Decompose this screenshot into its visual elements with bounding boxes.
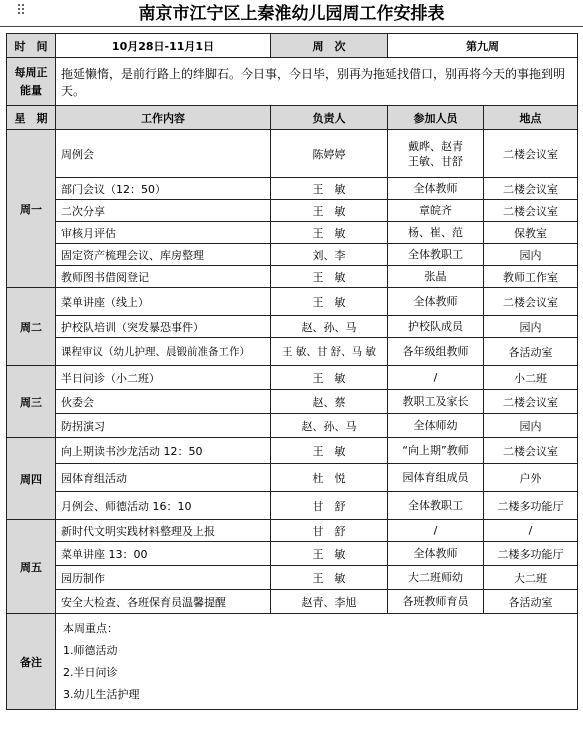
task-place: 小二班 [484, 366, 578, 390]
week-label: 周 次 [271, 34, 388, 58]
page-title: 南京市江宁区上秦淮幼儿园周工作安排表 [138, 4, 445, 24]
notes-label: 备注 [7, 614, 56, 710]
participant-line: 全体教师 [413, 295, 458, 308]
note-line: 1.师德活动 [63, 643, 118, 657]
task-owner: 王 敏 [271, 288, 388, 316]
task-participants [388, 244, 484, 266]
task-place: 园内 [484, 316, 578, 338]
participant-line: 全体教职工 [408, 499, 463, 512]
table-row [7, 492, 578, 520]
task-content: 部门会议（12：50） [56, 178, 271, 200]
task-participants [388, 178, 484, 200]
table-row [7, 178, 578, 200]
title-divider [0, 26, 583, 27]
table-row [7, 366, 578, 390]
task-place: 二楼会议室 [484, 438, 578, 464]
participant-line: 全体教师 [413, 182, 458, 195]
task-participants [388, 366, 484, 390]
day-cell: 周五 [7, 520, 56, 614]
table-row [7, 520, 578, 542]
col-owner: 负责人 [271, 106, 388, 130]
day-cell: 周四 [7, 438, 56, 520]
participant-line: 园体育组成员 [402, 471, 469, 484]
task-owner: 王 敏、甘 舒、马 敏 [271, 338, 388, 366]
week-value: 第九周 [388, 34, 578, 58]
participant-line: / [433, 524, 438, 537]
notes-content [56, 614, 578, 710]
task-participants [388, 542, 484, 566]
task-participants [388, 492, 484, 520]
day-cell: 周一 [7, 130, 56, 288]
task-place: 二楼会议室 [484, 390, 578, 414]
participant-line: 护校队成员 [408, 320, 463, 333]
task-place: / [484, 520, 578, 542]
column-header-row [7, 106, 578, 130]
task-owner: 甘 舒 [271, 520, 388, 542]
task-content: 审核月评估 [56, 222, 271, 244]
table-row [7, 130, 578, 178]
participant-line: 全体教师 [413, 547, 458, 560]
task-owner: 甘 舒 [271, 492, 388, 520]
table-row [7, 316, 578, 338]
task-participants [388, 438, 484, 464]
motto-text: 拖延懒惰，是前行路上的绊脚石。今日事，今日毕，别再为拖延找借口，别再将今天的事拖到明天。 [56, 58, 578, 106]
table-row [7, 288, 578, 316]
task-owner: 王 敏 [271, 566, 388, 590]
task-participants [388, 566, 484, 590]
participant-line: 大二班师幼 [408, 571, 463, 584]
task-place: 教师工作室 [484, 266, 578, 288]
note-line: 3.幼儿生活护理 [63, 687, 140, 701]
task-place: 二楼会议室 [484, 130, 578, 178]
time-value: 10月28日-11月1日 [56, 34, 271, 58]
task-participants [388, 222, 484, 244]
participant-line: 张晶 [424, 270, 447, 283]
task-content: 半日问诊（小二班） [56, 366, 271, 390]
participant-line: 各班教师育员 [402, 595, 469, 608]
task-place: 各活动室 [484, 590, 578, 614]
table-row [7, 222, 578, 244]
task-content: 课程审议（幼儿护理、晨锻前准备工作） [56, 338, 271, 366]
motto-row [7, 58, 578, 106]
participant-line: 各年级组教师 [402, 345, 469, 358]
table-row [7, 464, 578, 492]
task-place: 保教室 [484, 222, 578, 244]
note-line: 2.半日问诊 [63, 665, 118, 679]
notes-row [7, 614, 578, 710]
task-owner: 赵、孙、马 [271, 414, 388, 438]
task-place: 二楼多功能厅 [484, 542, 578, 566]
weekly-schedule-table [6, 33, 578, 710]
task-participants [388, 590, 484, 614]
task-participants [388, 200, 484, 222]
task-owner: 赵青、李旭 [271, 590, 388, 614]
task-content: 周例会 [56, 130, 271, 178]
task-participants [388, 414, 484, 438]
table-row [7, 566, 578, 590]
task-place: 二楼多功能厅 [484, 492, 578, 520]
participant-line: 全体师幼 [413, 419, 458, 432]
table-row [7, 590, 578, 614]
task-content: 新时代文明实践材料整理及上报 [56, 520, 271, 542]
table-row [7, 338, 578, 366]
participant-line: 杨、崔、范 [408, 226, 463, 239]
task-owner: 王 敏 [271, 438, 388, 464]
task-place: 二楼会议室 [484, 200, 578, 222]
task-participants [388, 266, 484, 288]
task-owner: 王 敏 [271, 222, 388, 244]
participant-line: 教职工及家长 [402, 395, 469, 408]
col-content: 工作内容 [56, 106, 271, 130]
participant-line: 戴晔、赵青 [408, 139, 463, 153]
task-owner: 王 敏 [271, 542, 388, 566]
task-place: 园内 [484, 414, 578, 438]
task-place: 户外 [484, 464, 578, 492]
task-content: 菜单讲座（线上） [56, 288, 271, 316]
task-owner: 王 敏 [271, 266, 388, 288]
time-label: 时 间 [7, 34, 56, 58]
task-content: 园体育组活动 [56, 464, 271, 492]
table-row [7, 542, 578, 566]
task-owner: 王 敏 [271, 366, 388, 390]
participant-line: 全体教职工 [408, 248, 463, 261]
task-content: 安全大检查、各班保育员温馨提醒 [56, 590, 271, 614]
task-content: 月例会、师德活动 16：10 [56, 492, 271, 520]
task-participants [388, 288, 484, 316]
task-content: 菜单讲座 13：00 [56, 542, 271, 566]
task-owner: 赵、孙、马 [271, 316, 388, 338]
task-place: 二楼会议室 [484, 288, 578, 316]
table-row [7, 200, 578, 222]
participant-line: “向上期”教师 [402, 444, 469, 457]
task-place: 大二班 [484, 566, 578, 590]
task-owner: 王 敏 [271, 200, 388, 222]
task-owner: 陈婷婷 [271, 130, 388, 178]
task-owner: 赵、蔡 [271, 390, 388, 414]
task-place: 园内 [484, 244, 578, 266]
table-row [7, 390, 578, 414]
task-owner: 刘、李 [271, 244, 388, 266]
note-line: 本周重点： [63, 621, 118, 635]
task-participants [388, 130, 484, 178]
participant-line: / [433, 371, 438, 384]
day-cell: 周三 [7, 366, 56, 438]
task-content: 固定资产梳理会议、库房整理 [56, 244, 271, 266]
task-content: 护校队培训（突发暴恐事件） [56, 316, 271, 338]
col-participants: 参加人员 [388, 106, 484, 130]
participant-line: 章皖齐 [419, 204, 452, 217]
task-participants [388, 464, 484, 492]
table-row [7, 266, 578, 288]
motto-label: 每周正能量 [7, 58, 56, 106]
task-participants [388, 316, 484, 338]
day-cell: 周二 [7, 288, 56, 366]
task-owner: 杜 悦 [271, 464, 388, 492]
table-row [7, 414, 578, 438]
task-owner: 王 敏 [271, 178, 388, 200]
col-day: 星 期 [7, 106, 56, 130]
task-content: 伙委会 [56, 390, 271, 414]
task-content: 园历制作 [56, 566, 271, 590]
participant-line: 王敏、甘舒 [408, 154, 463, 168]
task-content: 二次分享 [56, 200, 271, 222]
task-place: 二楼会议室 [484, 178, 578, 200]
table-row [7, 438, 578, 464]
task-participants [388, 520, 484, 542]
col-place: 地点 [484, 106, 578, 130]
header-row [7, 34, 578, 58]
table-row [7, 244, 578, 266]
task-place: 各活动室 [484, 338, 578, 366]
task-content: 教师图书借阅登记 [56, 266, 271, 288]
task-content: 向上期读书沙龙活动 12：50 [56, 438, 271, 464]
task-participants [388, 338, 484, 366]
task-participants [388, 390, 484, 414]
task-content: 防拐演习 [56, 414, 271, 438]
